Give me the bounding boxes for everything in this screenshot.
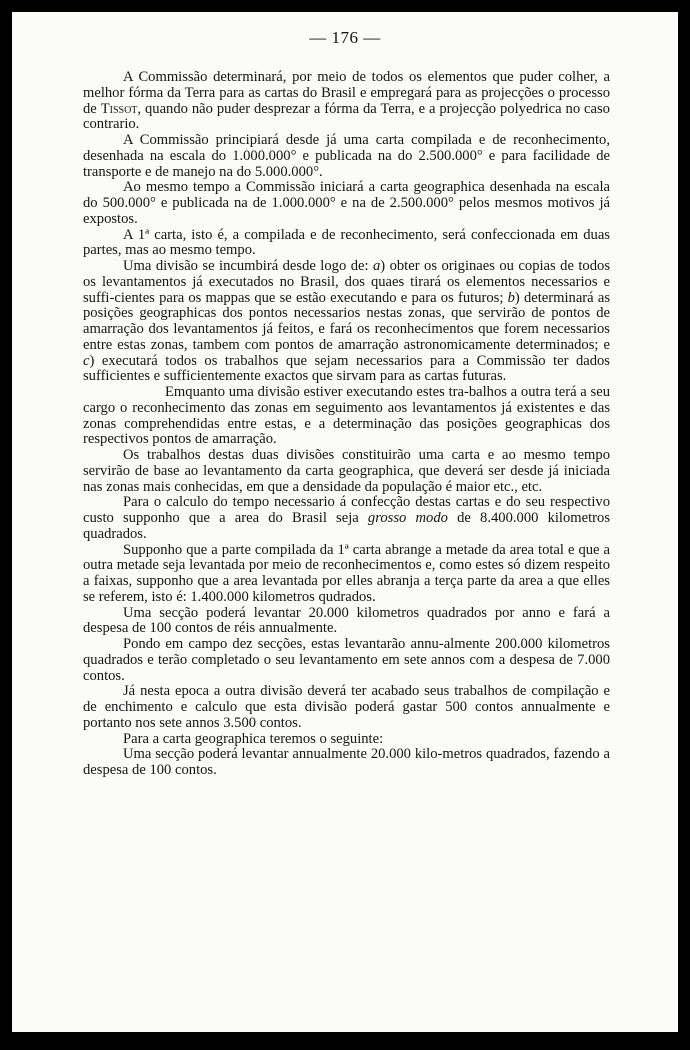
paragraph-work-basis: Os trabalhos destas duas divisões constituirão uma carta e ao mesmo tempo servirão de base ao levantamento da carta geographica, que deverá ser desde já iniciada nas zonas mais conhecidas, em que a densidade da população é maior etc., etc. (83, 447, 610, 495)
paragraph-division-tasks: Uma divisão se incumbirá desde logo de: a) obter os originaes ou copias de todos os levantamentos já executados no Brasil, dos quaes tirará os elementos necessarios e suffi-cientes para os mappas que se estão executando e para os futuros; b) determinará as posições geographicas dos pontos necessarios nestas zonas, que servirão de pontos de amarração dos levantamentos já feitos, e fará os reconhecimentos que forem necessarios entre estas zonas, tambem com pontos de amarração astronomicamente determinados; e c) executará todos os trabalhos que sejam necessarios para a Commissão ter dados sufficientes e sufficientemente exactos que sirvam para as cartas futuras. (83, 258, 610, 385)
body-text (83, 70, 610, 779)
paragraph-section-capacity: Uma secção poderá levantar 20.000 kilometros quadrados por anno e fará a despesa de 100 contos de réis annualmente. (83, 604, 610, 637)
paragraph-geographic-capacity: Uma secção poderá levantar annualmente 20.000 kilo-metros quadrados, fazendo a despesa de 100 contos. (83, 746, 610, 778)
italic-run: b (507, 289, 515, 306)
paragraph-survey-assumption: Supponho que a parte compilada da 1ª carta abrange a metade da area total e que a outra metade seja levantada por meio de reconhecimentos e, como estes só dizem respeito a faixas, supponho que a area levantada por elles abranja a terça parte da area a que elles se referem, isto é: 1.400.000 kilometros qudrados. (83, 541, 610, 605)
italic-run: c (83, 352, 90, 369)
paragraph-compiled-map-scale: A Commissão principiará desde já uma carta compilada e de reconhecimento, desenhada na escala do 1.000.000° e publicada na do 2.500.000° e para facilidade de transporte e de manejo na do 5.000.000°. (83, 132, 610, 180)
paragraph-geographic-map-scale: Ao mesmo tempo a Commissão iniciará a carta geographica desenhada na escala do 500.000° e publicada na de 1.000.000° e na de 2.500.000° pelos mesmos motivos já expostos. (83, 179, 610, 227)
page-number: — 176 — (309, 28, 381, 47)
paragraph-ten-sections: Pondo em campo dez secções, estas levantarão annu-almente 200.000 kilometros quadrados e terão completado o seu levantamento em sete annos com a despesa de 7.000 contos. (83, 636, 610, 684)
paragraph-compilation-cost: Já nesta epoca a outra divisão deverá ter acabado seus trabalhos de compilação e de enchimento e calculo que esta divisão poderá gastar 500 contos annualmente e portanto nos sete annos 3.500 contos. (83, 683, 610, 731)
paragraph-first-map-parts: A 1ª carta, isto é, a compilada e de reconhecimento, será confeccionada em duas partes, mas ao mesmo tempo. (83, 226, 610, 259)
italic-run: grosso modo (367, 510, 448, 526)
paragraph-projection-method: A Commissão determinará, por meio de todos os elementos que puder colher, a melhor fórma da Terra para as cartas do Brasil e empregará para as projecções o processo de Tissot, quando não puder desprezar a fórma da Terra, e a projecção polyedrica no caso contrario. (83, 69, 610, 133)
book-page (12, 12, 678, 1032)
paragraph-second-division: Emquanto uma divisão estiver executando estes tra-balhos a outra terá a seu cargo o reconhecimento das zonas em seguimento aos levantamentos já existentes e das zonas comprehendidas entre estas, e a determinação das posições geographicas dos respectivos pontos de amarração. (83, 384, 610, 448)
italic-run: a (372, 258, 381, 274)
small-caps-run: Tissot (100, 100, 138, 117)
paragraph-area-estimate: Para o calculo do tempo necessario á confecção destas cartas e do seu respectivo custo supponho que a area do Brasil seja grosso modo de 8.400.000 kilometros quadrados. (83, 494, 611, 542)
paragraph-geographic-intro: Para a carta geographica teremos o seguinte: (123, 730, 384, 747)
